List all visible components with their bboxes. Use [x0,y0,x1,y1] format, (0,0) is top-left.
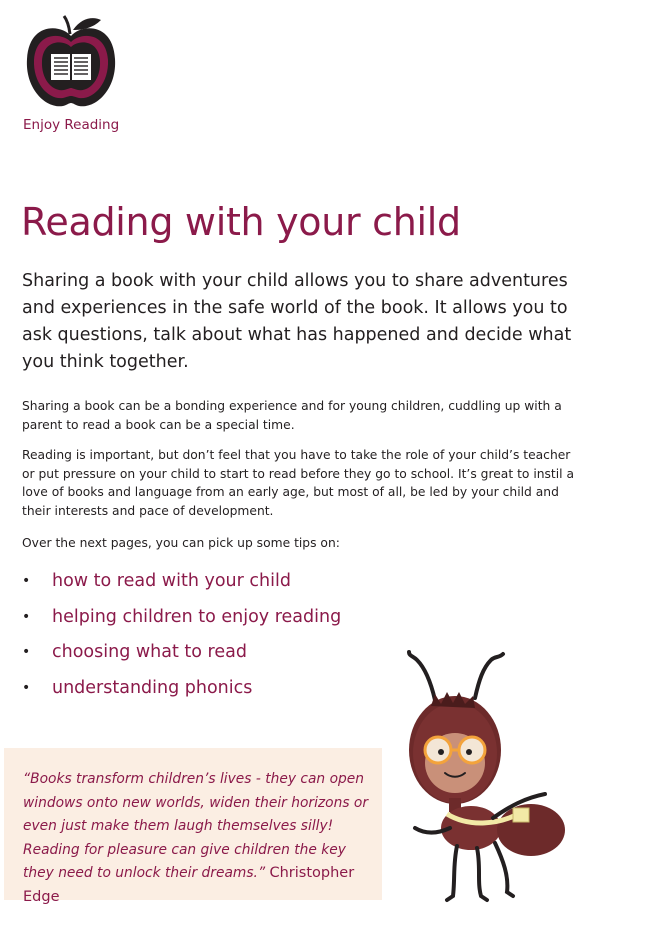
apple-book-logo-icon [21,14,121,114]
page-title: Reading with your child [21,200,461,244]
bullet-icon: • [22,644,31,660]
body-paragraph: Sharing a book can be a bonding experience and for young children, cuddling up with a parent to read a book can be a special time. [22,399,562,432]
bullet-icon: • [22,679,31,696]
bullet-icon: • [22,573,31,589]
intro-paragraph: Sharing a book with your child allows you to share adventures and experiences in the safe world of the book. It allows you to ask questions, talk about what has happened and decide what you think together. [22,271,572,372]
quote-text [23,768,378,909]
tip-text: understanding phonics [52,677,253,698]
bullet-icon: • [22,608,31,625]
ant-illustration [395,628,565,908]
tip-text: helping children to enjoy reading [52,606,342,627]
quote-body: “Books transform children’s lives - they can open windows onto new worlds, widen their horizons or even just make them laugh themselves silly! Reading for pleasure can give children the key they need to unlock their dreams.” [23,771,369,881]
body-paragraph: Over the next pages, you can pick up some tips on: [22,536,340,550]
tip-text: choosing what to read [52,642,247,662]
tip-text: how to read with your child [52,571,291,591]
ant-character-icon [395,628,565,908]
brand-name: Enjoy Reading [23,117,120,133]
body-paragraph: Reading is important, but don’t feel that you have to take the role of your child’s teacher or put pressure on your child to start to read before they go to school. It’s great to instil a love of books and language from an early age, but most of all, be led by your child and their interests and pace of development. [22,448,575,518]
quote-box [4,748,382,905]
quote-author: Christopher Edge [23,865,355,905]
logo [21,14,121,114]
